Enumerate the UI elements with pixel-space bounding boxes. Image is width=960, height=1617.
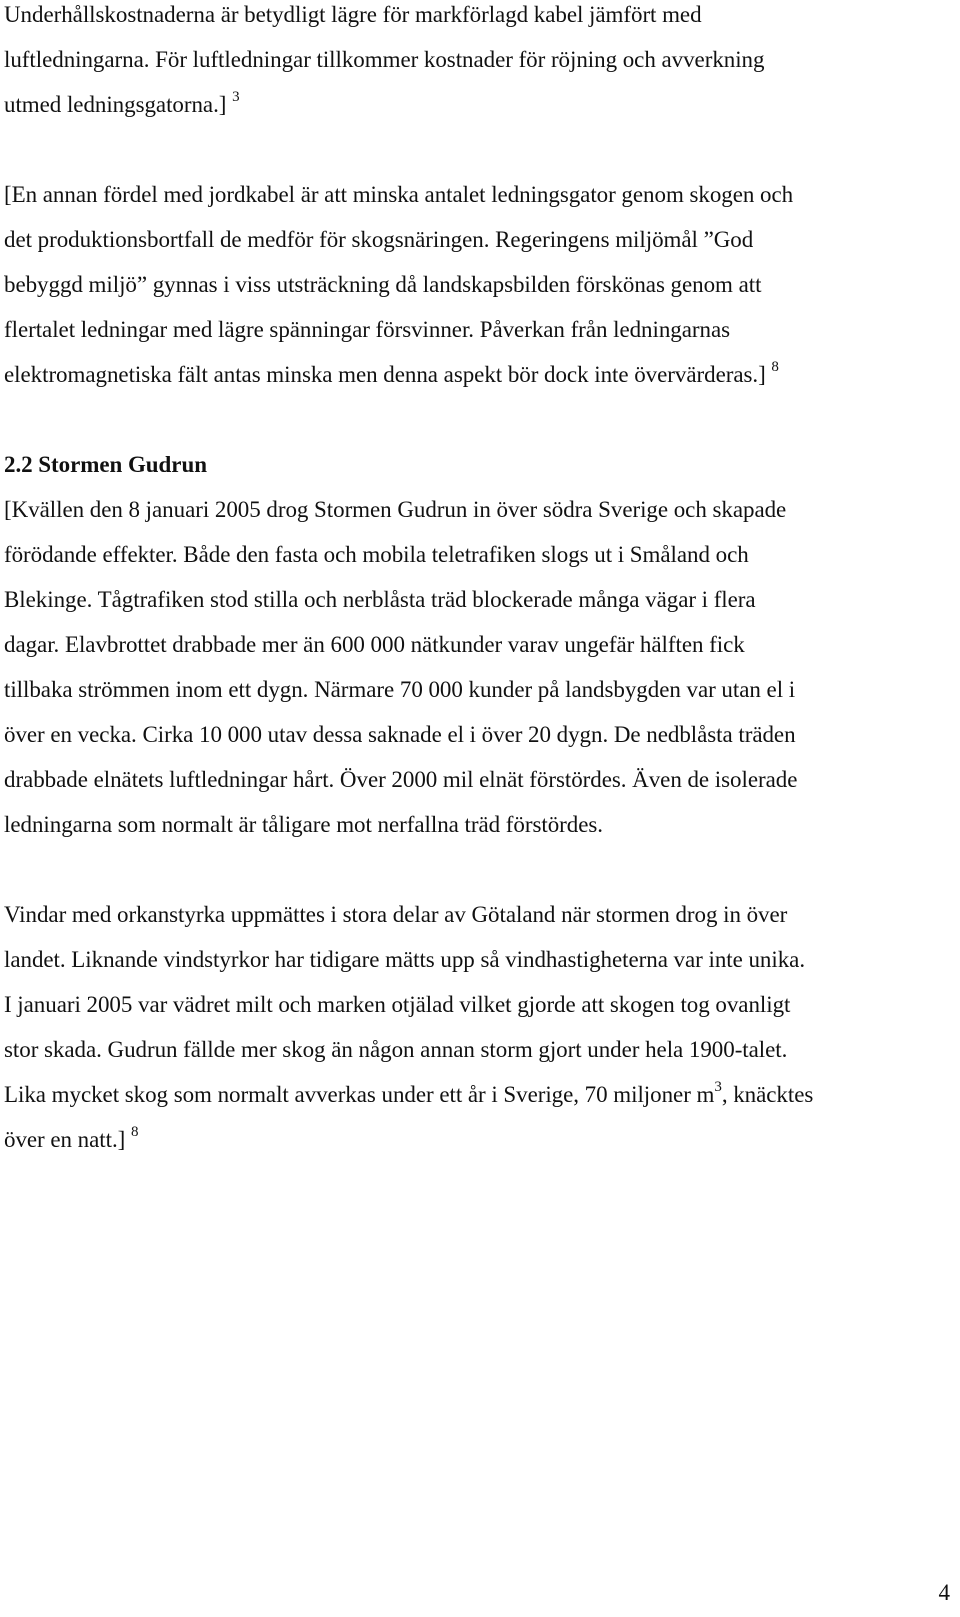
superscript-exponent: 3 — [714, 1079, 722, 1096]
text-line: luftledningarna. För luftledningar tillkommer kostnader för röjning och avverkning — [4, 47, 765, 72]
text-segment: Lika mycket skog som normalt avverkas under ett år i Sverige, 70 miljoner m — [4, 1082, 715, 1107]
text-line — [4, 360, 779, 390]
text-line: drabbade elnätets luftledningar hårt. Över 2000 mil elnät förstördes. Även de isolerade — [4, 767, 798, 792]
text-line: Vindar med orkanstyrka uppmättes i stora delar av Götaland när stormen drog in över — [4, 902, 788, 927]
page-number: 4 — [938, 1580, 950, 1605]
text-line: bebyggd miljö” gynnas i viss utsträckning då landskapsbilden förskönas genom att — [4, 272, 762, 297]
text-line: flertalet ledningar med lägre spänningar försvinner. Påverkan från ledningarnas — [4, 317, 731, 342]
text-line: I januari 2005 var vädret milt och marken otjälad vilket gjorde att skogen tog ovanligt — [4, 992, 791, 1017]
text-line: landet. Liknande vindstyrkor har tidigare mätts upp så vindhastigheterna var inte unika. — [4, 947, 806, 972]
text-line: stor skada. Gudrun fällde mer skog än någon annan storm gjort under hela 1900-talet. — [4, 1037, 788, 1062]
text-line: det produktionsbortfall de medför för skogsnäringen. Regeringens miljömål ”God — [4, 227, 754, 252]
footnote-reference: 8 — [771, 359, 779, 376]
text-segment: över en natt.] — [4, 1127, 126, 1152]
text-line: Underhållskostnaderna är betydligt lägre för markförlagd kabel jämfört med — [4, 2, 702, 27]
text-line: förödande effekter. Både den fasta och mobila teletrafiken slogs ut i Småland och — [4, 542, 749, 567]
text-line — [4, 1080, 813, 1110]
footnote-reference: 8 — [130, 1124, 139, 1141]
text-line: dagar. Elavbrottet drabbade mer än 600 000 nätkunder varav ungefär hälften fick — [4, 632, 745, 657]
text-line — [4, 1125, 138, 1155]
text-segment: elektromagnetiska fält antas minska men denna aspekt bör dock inte övervärderas.] — [4, 362, 766, 387]
text-line: tillbaka strömmen inom ett dygn. Närmare 70 000 kunder på landsbygden var utan el i — [4, 677, 796, 702]
text-line: över en vecka. Cirka 10 000 utav dessa saknade el i över 20 dygn. De nedblåsta träden — [4, 722, 796, 747]
text-segment: utmed ledningsgatorna.] — [4, 92, 227, 117]
text-line — [4, 90, 240, 120]
text-segment: , knäcktes — [721, 1082, 814, 1107]
text-line: [En annan fördel med jordkabel är att minska antalet ledningsgator genom skogen och — [4, 182, 794, 207]
text-line: Blekinge. Tågtrafiken stod stilla och nerblåsta träd blockerade många vägar i flera — [4, 587, 756, 612]
section-heading: 2.2 Stormen Gudrun — [4, 452, 207, 477]
footnote-reference: 3 — [232, 89, 240, 106]
text-line: ledningarna som normalt är tåligare mot nerfallna träd förstördes. — [4, 812, 603, 837]
text-line: [Kvällen den 8 januari 2005 drog Stormen Gudrun in över södra Sverige och skapade — [4, 497, 787, 522]
